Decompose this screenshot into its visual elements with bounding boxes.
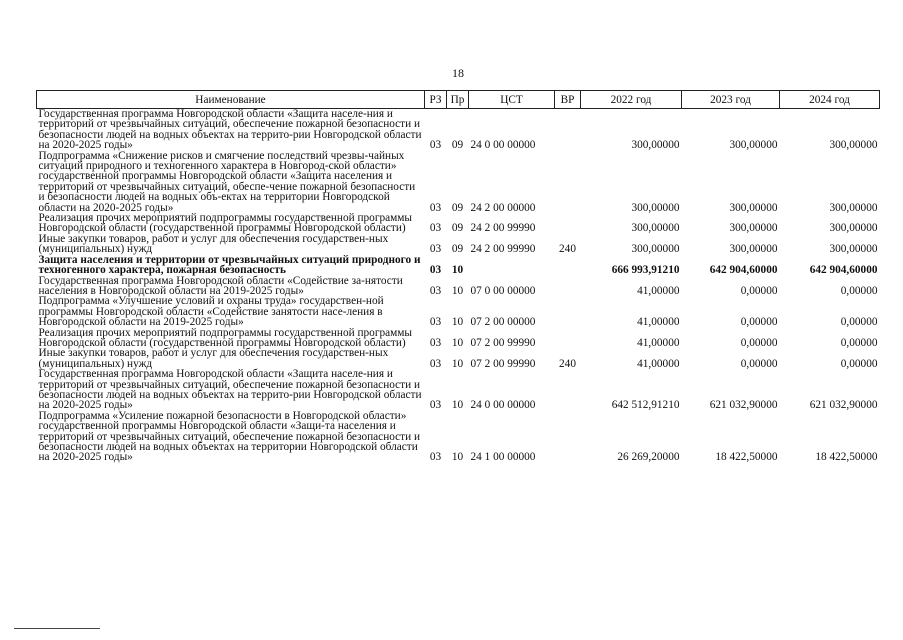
row-cst: 24 0 00 00000	[470, 139, 536, 152]
row-cst: 07 0 00 00000	[470, 284, 536, 297]
row-amount-2023: 0,00000	[740, 284, 778, 297]
row-cst: 24 1 00 00000	[470, 451, 536, 464]
row-rz: 03	[429, 399, 442, 412]
row-amount-2024: 300,00000	[829, 201, 878, 214]
row-pr: 10	[451, 451, 464, 464]
row-cst: 24 0 00 00000	[470, 399, 536, 412]
row-rz: 03	[429, 336, 442, 349]
row-pr: 09	[451, 201, 464, 214]
header-year-2024: 2024 год	[780, 91, 880, 109]
row-amount-2023: 621 032,90000	[709, 399, 778, 412]
row-cst: 07 2 00 99990	[470, 357, 536, 370]
row-amount-2022: 41,00000	[637, 284, 680, 297]
row-vr	[555, 109, 581, 151]
row-amount-2023: 0,00000	[740, 316, 778, 329]
row-name: Реализация прочих мероприятий подпрограммы государственной программы Новгородской области (государственной программы Новгородской области)	[38, 212, 412, 235]
row-cst: 24 2 00 99990	[470, 222, 536, 235]
row-amount-2024: 300,00000	[829, 222, 878, 235]
row-amount-2022: 41,00000	[637, 357, 680, 370]
row-name: Защита населения и территории от чрезвычайных ситуаций природного и техногенного характера, пожарная безопасность	[38, 253, 421, 277]
table-row	[37, 234, 880, 255]
row-name: Подпрограмма «Усиление пожарной безопасности в Новгородской области» государственной программы Новгородской области «Защи-та населения и территорий от чрезвычайных ситуаций, обеспечение пожарной безопасности и безопасности людей на водных объектах на территории Новгородской области на 2020-2025 годы»	[38, 409, 421, 464]
row-amount-2022: 300,00000	[631, 139, 680, 152]
budget-table	[36, 90, 880, 463]
row-pr: 09	[451, 243, 464, 256]
row-amount-2024: 0,00000	[840, 284, 878, 297]
row-amount-2024: 0,00000	[840, 336, 878, 349]
row-pr: 10	[451, 264, 464, 277]
header-pr: Пр	[447, 91, 469, 109]
row-pr: 10	[451, 284, 464, 297]
row-amount-2022: 666 993,91210	[611, 264, 680, 277]
row-cst: 07 2 00 00000	[470, 316, 536, 329]
row-vr	[555, 213, 581, 234]
row-rz: 03	[429, 357, 442, 370]
row-rz: 03	[429, 451, 442, 464]
header-cst: ЦСТ	[469, 91, 555, 109]
row-amount-2022: 41,00000	[637, 336, 680, 349]
row-amount-2023: 300,00000	[729, 243, 778, 256]
row-cst: 24 2 00 99990	[470, 243, 536, 256]
row-rz: 03	[429, 316, 442, 329]
row-amount-2024: 0,00000	[840, 357, 878, 370]
table-header	[37, 91, 880, 109]
row-amount-2024: 621 032,90000	[809, 399, 878, 412]
row-rz: 03	[429, 243, 442, 256]
row-vr	[555, 296, 581, 327]
row-amount-2024: 300,00000	[829, 139, 878, 152]
row-vr	[555, 328, 581, 349]
row-cst: 07 2 00 99990	[470, 336, 536, 349]
row-rz: 03	[429, 284, 442, 297]
header-year-2023: 2023 год	[682, 91, 780, 109]
row-name: Государственная программа Новгородской области «Защита населе-ния и территорий от чрезвычайных ситуаций, обеспечение пожарной безопасности и безопасности людей на водных объектах на террито-рии Новгородской области на 2020-2025 годы»	[38, 108, 422, 152]
row-cst	[469, 255, 555, 276]
row-amount-2024: 0,00000	[840, 316, 878, 329]
table-row	[37, 255, 880, 276]
row-amount-2022: 26 269,20000	[617, 451, 680, 464]
row-name: Государственная программа Новгородской области «Защита населе-ния и территорий от чрезвычайных ситуаций, обеспечение пожарной безопасности и безопасности людей на водных объектах на террито-рии Новгородской области на 2020-2025 годы»	[38, 368, 422, 412]
row-amount-2024: 18 422,50000	[815, 451, 878, 464]
row-amount-2023: 0,00000	[740, 357, 778, 370]
row-rz: 03	[429, 264, 442, 277]
row-vr	[555, 255, 581, 276]
table-row	[37, 328, 880, 349]
row-amount-2022: 300,00000	[631, 243, 680, 256]
row-vr: 240	[559, 357, 576, 370]
table-row	[37, 369, 880, 411]
row-amount-2023: 18 422,50000	[715, 451, 778, 464]
row-amount-2022: 300,00000	[631, 222, 680, 235]
row-cst: 24 2 00 00000	[470, 201, 536, 214]
row-vr	[555, 369, 581, 411]
table-body	[37, 109, 880, 463]
row-amount-2022: 642 512,91210	[611, 399, 680, 412]
row-pr: 10	[451, 336, 464, 349]
row-name: Иные закупки товаров, работ и услуг для обеспечения государствен-ных (муниципальных) нужд	[38, 347, 389, 370]
row-amount-2024: 300,00000	[829, 243, 878, 256]
header-name: Наименование	[37, 91, 425, 109]
row-amount-2024: 642 904,60000	[809, 264, 878, 277]
table-row	[37, 213, 880, 234]
row-pr: 10	[451, 399, 464, 412]
row-amount-2022: 300,00000	[631, 201, 680, 214]
page-number: 18	[452, 66, 464, 80]
header-rz: РЗ	[425, 91, 447, 109]
row-vr	[555, 276, 581, 297]
row-amount-2023: 300,00000	[729, 222, 778, 235]
table-row	[37, 348, 880, 369]
row-pr: 10	[451, 357, 464, 370]
row-vr: 240	[559, 243, 576, 256]
row-pr: 10	[451, 316, 464, 329]
row-name: Государственная программа Новгородской области «Содействие за-нятости населения в Новгородской области на 2019-2025 годы»	[38, 274, 403, 297]
row-name: Подпрограмма «Снижение рисков и смягчение последствий чрезвы-чайных ситуаций природного и техногенного характера в Новгород-ской области» государственной программы Новгородской области «Защита населения и территорий от чрезвычайных ситуаций, обеспе-чение пожарной безопасности и безопасности людей на водных объ-ектах на территории Новгородской области на 2020-2025 годы»	[38, 149, 416, 214]
row-vr	[555, 151, 581, 213]
table-row	[37, 296, 880, 327]
row-pr: 09	[451, 222, 464, 235]
table-row	[37, 276, 880, 297]
row-name: Реализация прочих мероприятий подпрограммы государственной программы Новгородской области (государственной программы Новгородской области)	[38, 326, 412, 349]
row-rz: 03	[429, 139, 442, 152]
row-amount-2023: 0,00000	[740, 336, 778, 349]
header-vr: ВР	[555, 91, 581, 109]
row-rz: 03	[429, 201, 442, 214]
row-rz: 03	[429, 222, 442, 235]
row-pr: 09	[451, 139, 464, 152]
table-row	[37, 109, 880, 151]
row-amount-2023: 300,00000	[729, 139, 778, 152]
table-row	[37, 151, 880, 213]
row-amount-2023: 642 904,60000	[709, 264, 778, 277]
header-year-2022: 2022 год	[581, 91, 682, 109]
footer-divider	[14, 628, 100, 629]
row-name: Подпрограмма «Улучшение условий и охраны труда» государствен-ной программы Новгородской области «Содействие занятости насе-ления в Новгородской области на 2019-2025 годы»	[38, 295, 384, 329]
row-amount-2023: 300,00000	[729, 201, 778, 214]
row-name: Иные закупки товаров, работ и услуг для обеспечения государствен-ных (муниципальных) нужд	[38, 232, 389, 256]
table-row	[37, 411, 880, 463]
row-vr	[555, 411, 581, 463]
row-amount-2022: 41,00000	[637, 316, 680, 329]
